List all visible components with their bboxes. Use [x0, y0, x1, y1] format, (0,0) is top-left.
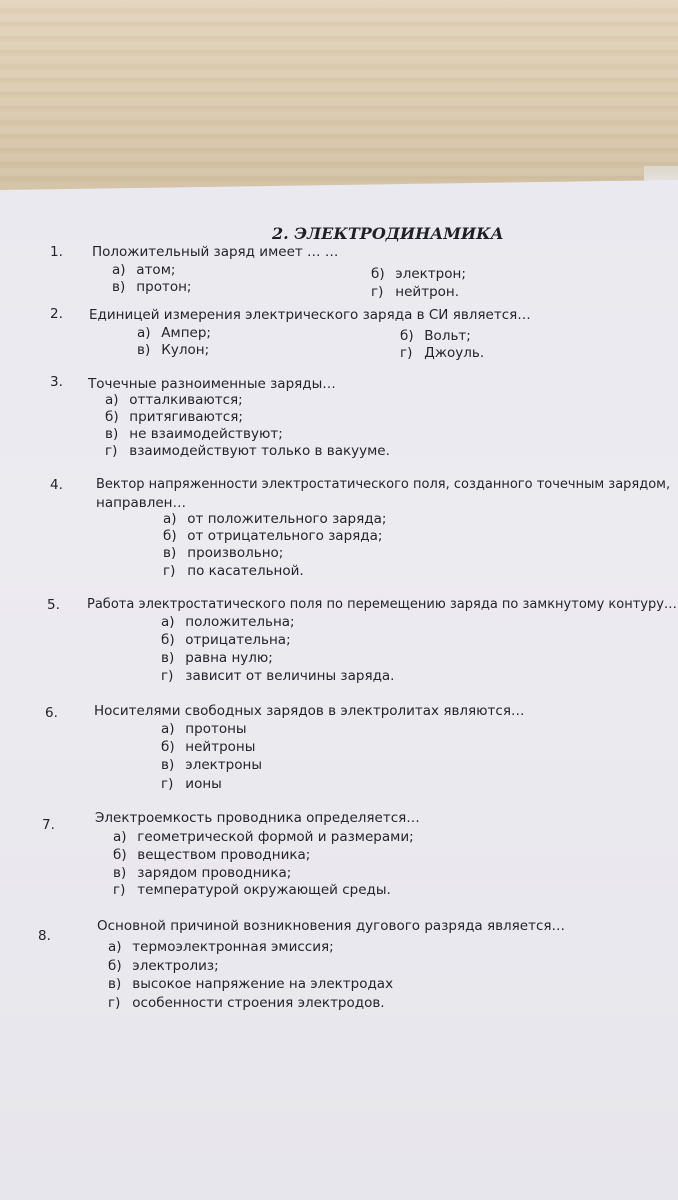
answer-option — [161, 650, 273, 666]
option-text: ионы — [185, 776, 222, 792]
answer-option — [113, 882, 391, 898]
option-letter: в) — [163, 545, 177, 561]
answer-option — [161, 739, 255, 755]
option-letter: а) — [112, 262, 126, 278]
answer-option — [161, 776, 222, 792]
option-letter: г) — [371, 284, 384, 300]
option-text: веществом проводника; — [137, 847, 311, 863]
answer-option — [108, 995, 385, 1011]
option-text: особенности строения электродов. — [132, 995, 385, 1011]
option-text: от положительного заряда; — [187, 511, 387, 527]
question-text: Работа электростатического поля по перемещению заряда по замкнутому контуру… — [87, 597, 677, 612]
answer-option — [400, 345, 484, 361]
answer-option — [113, 865, 291, 881]
answer-option — [108, 958, 219, 974]
option-text: Ампер; — [161, 325, 211, 341]
option-letter: в) — [137, 342, 151, 358]
question-number: 7. — [42, 817, 55, 833]
option-text: термоэлектронная эмиссия; — [132, 939, 334, 955]
option-letter: б) — [161, 632, 175, 648]
option-letter: в) — [108, 976, 122, 992]
option-letter: а) — [105, 392, 119, 408]
option-letter: г) — [163, 563, 176, 579]
option-text: произвольно; — [187, 545, 284, 561]
option-text: от отрицательного заряда; — [187, 528, 383, 544]
option-text: положительна; — [185, 614, 295, 630]
option-text: электрон; — [395, 266, 466, 282]
option-letter: а) — [108, 939, 122, 955]
answer-option — [105, 443, 390, 459]
option-text: электроны — [185, 757, 262, 773]
answer-option — [163, 528, 382, 544]
option-letter: а) — [113, 829, 127, 845]
option-letter: г) — [161, 776, 174, 792]
answer-option — [113, 847, 310, 863]
option-letter: б) — [108, 958, 122, 974]
option-text: не взаимодействуют; — [129, 426, 283, 442]
answer-option — [163, 563, 304, 579]
question-number: 8. — [38, 928, 51, 944]
option-text: нейтрон. — [395, 284, 460, 300]
option-letter: в) — [113, 865, 127, 881]
answer-option — [161, 757, 262, 773]
option-letter: б) — [371, 266, 385, 282]
answer-option — [105, 426, 283, 442]
answer-option — [137, 325, 211, 341]
question-text: Положительный заряд имеет … … — [92, 244, 339, 260]
option-text: по касательной. — [187, 563, 304, 579]
option-text: равна нулю; — [185, 650, 273, 666]
option-text: отрицательна; — [185, 632, 291, 648]
question-text: Основной причиной возникновения дугового разряда является… — [97, 918, 566, 934]
answer-option — [371, 266, 466, 282]
option-text: зарядом проводника; — [137, 865, 292, 881]
question-text: Носителями свободных зарядов в электролитах являются… — [94, 703, 525, 719]
question-number: 4. — [50, 477, 63, 493]
option-letter: в) — [105, 426, 119, 442]
question-number: 2. — [50, 306, 63, 322]
option-text: отталкиваются; — [129, 392, 243, 408]
option-letter: а) — [137, 325, 151, 341]
answer-option — [371, 284, 459, 300]
option-text: нейтроны — [185, 739, 256, 755]
answer-option — [161, 632, 291, 648]
option-text: Кулон; — [161, 342, 210, 358]
option-text: притягиваются; — [129, 409, 243, 425]
section-title: 2. ЭЛЕКТРОДИНАМИКА — [272, 224, 504, 243]
option-letter: б) — [161, 739, 175, 755]
question-text: Вектор напряженности электростатического поля, созданного точечным зарядом, — [96, 477, 671, 492]
question-number: 1. — [50, 244, 63, 260]
answer-option — [163, 545, 283, 561]
option-letter: б) — [163, 528, 177, 544]
option-letter: в) — [161, 757, 175, 773]
answer-option — [112, 262, 175, 278]
option-letter: б) — [113, 847, 127, 863]
option-text: взаимодействуют только в вакууме. — [129, 443, 390, 459]
answer-option — [161, 668, 394, 684]
option-letter: б) — [105, 409, 119, 425]
option-letter: а) — [161, 614, 175, 630]
answer-option — [161, 614, 295, 630]
option-text: зависит от величины заряда. — [185, 668, 395, 684]
question-text: Точечные разноименные заряды… — [88, 376, 336, 392]
question-text: Единицей измерения электрического заряда в СИ является… — [89, 307, 531, 323]
option-text: Вольт; — [424, 328, 471, 344]
option-letter: а) — [161, 721, 175, 737]
option-text: электролиз; — [132, 958, 219, 974]
option-letter: а) — [163, 511, 177, 527]
option-text: атом; — [136, 262, 176, 278]
option-letter: в) — [161, 650, 175, 666]
answer-option — [400, 328, 471, 344]
answer-option — [163, 511, 386, 527]
question-number: 5. — [47, 597, 60, 613]
answer-option — [137, 342, 209, 358]
answer-option — [113, 829, 414, 845]
option-text: Джоуль. — [424, 345, 485, 361]
option-text: протоны — [185, 721, 247, 737]
option-letter: г) — [105, 443, 118, 459]
option-letter: г) — [400, 345, 413, 361]
option-letter: г) — [108, 995, 121, 1011]
question-number: 6. — [45, 705, 58, 721]
answer-option — [108, 976, 393, 992]
option-letter: г) — [161, 668, 174, 684]
answer-option — [161, 721, 247, 737]
question-text: Электроемкость проводника определяется… — [95, 810, 420, 826]
answer-option — [108, 939, 334, 955]
answer-option — [112, 279, 191, 295]
answer-option — [105, 392, 243, 408]
option-text: протон; — [136, 279, 192, 295]
question-number: 3. — [50, 374, 63, 390]
option-text: высокое напряжение на электродах — [132, 976, 394, 992]
option-letter: б) — [400, 328, 414, 344]
option-letter: в) — [112, 279, 126, 295]
answer-option — [105, 409, 243, 425]
option-text: температурой окружающей среды. — [137, 882, 391, 898]
option-text: геометрической формой и размерами; — [137, 829, 414, 845]
question-text-continued: направлен… — [96, 495, 186, 511]
option-letter: г) — [113, 882, 126, 898]
